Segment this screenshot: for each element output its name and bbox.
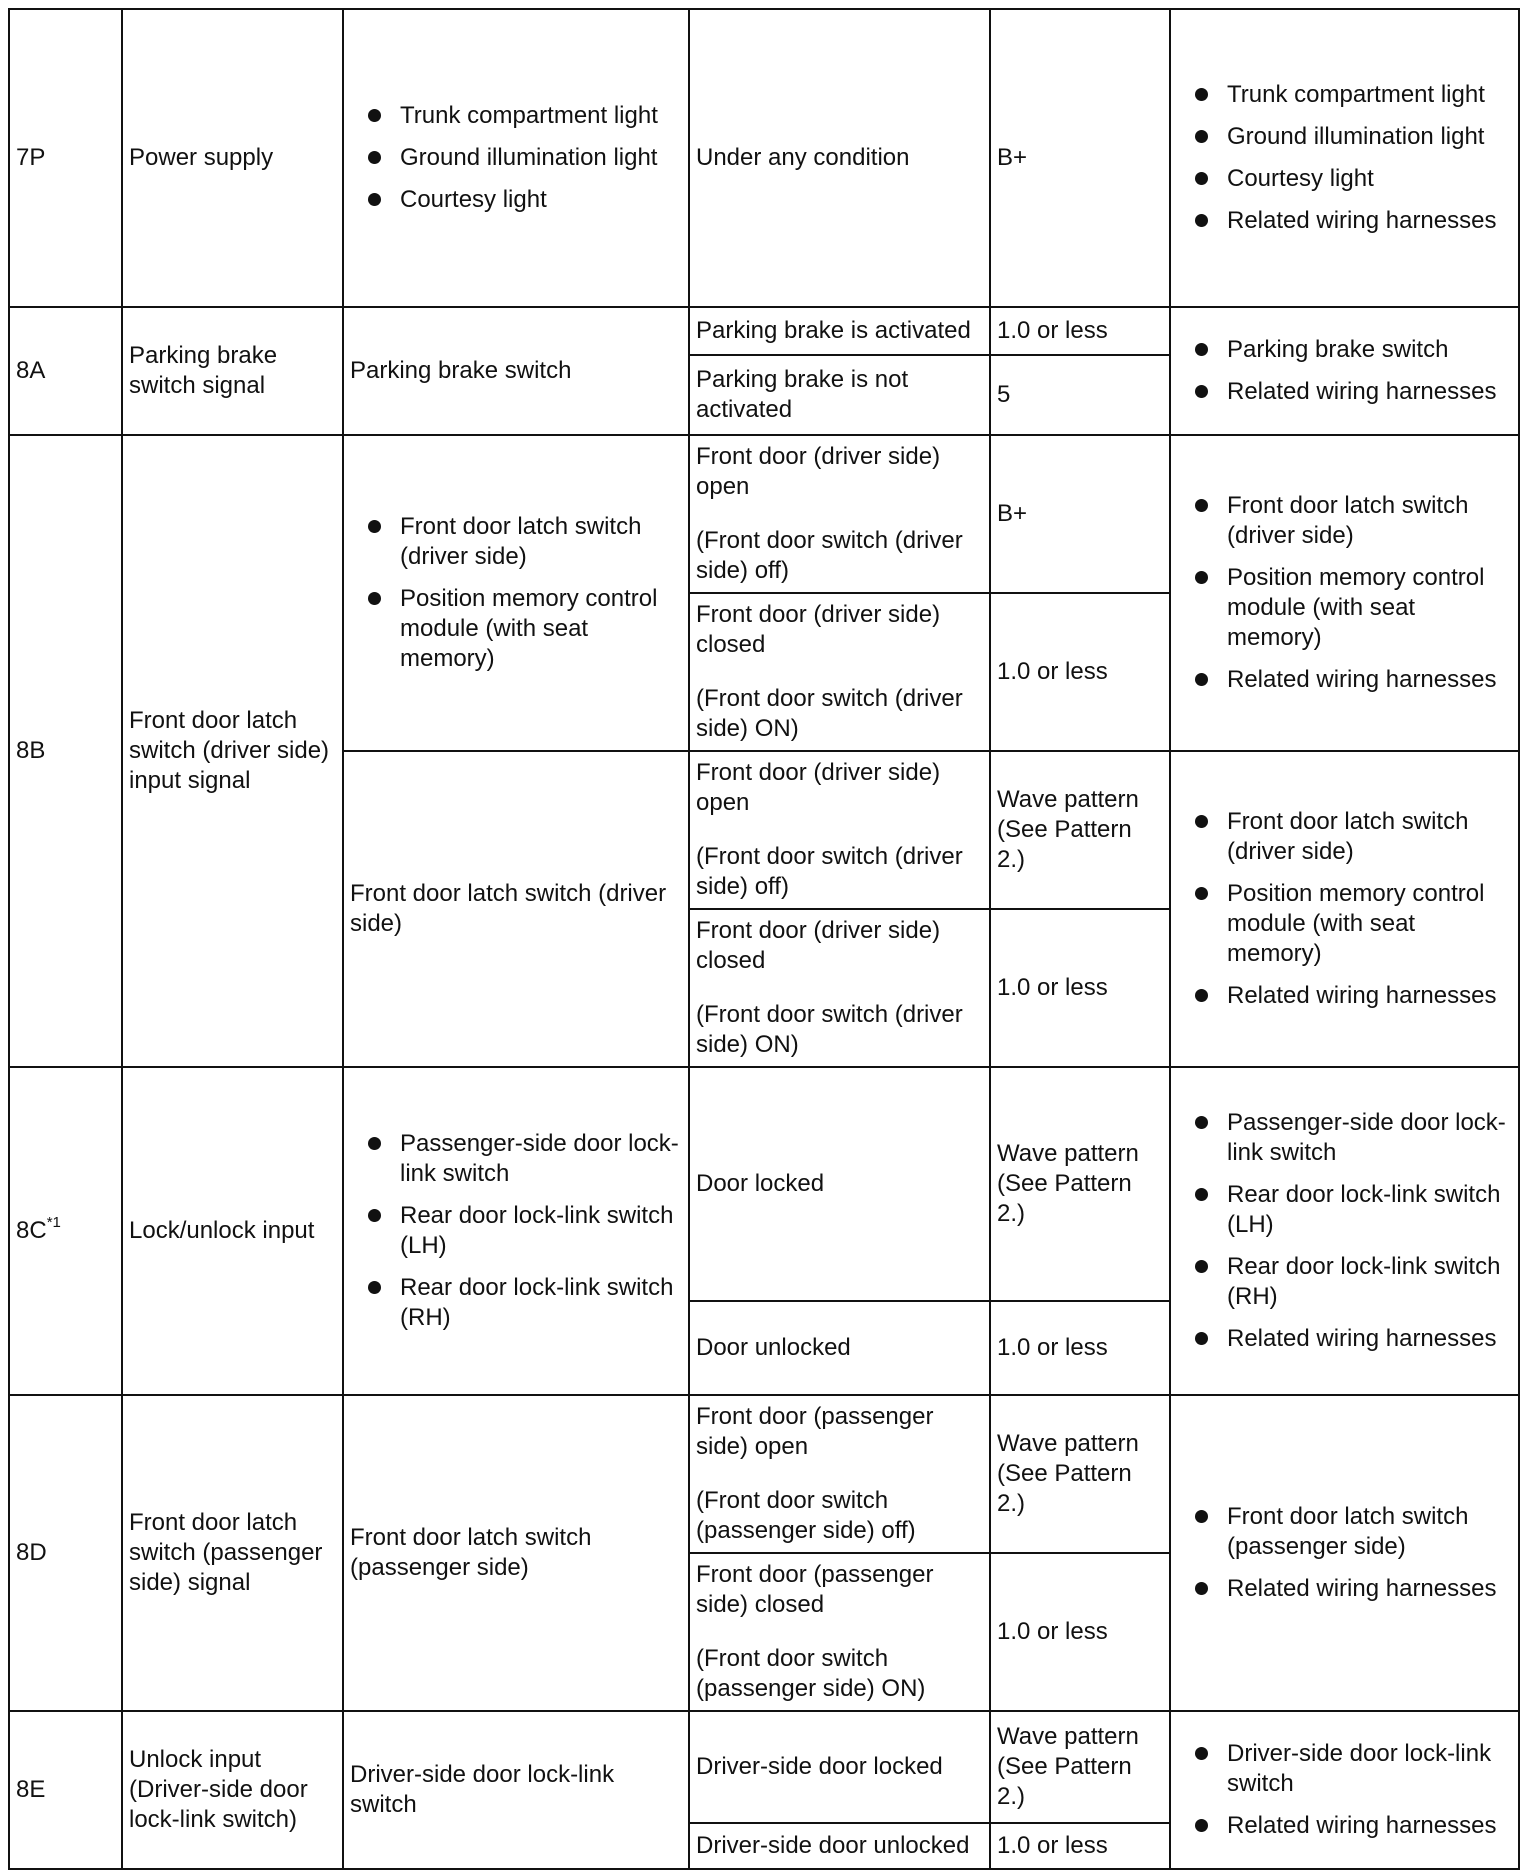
condition-cell: Parking brake is not activated bbox=[689, 355, 990, 435]
condition-cell: Front door (passenger side) open (Front door switch (passenger side) off) bbox=[689, 1395, 990, 1553]
footnote-mark: *1 bbox=[46, 1214, 61, 1231]
list-item: Related wiring harnesses bbox=[1227, 1811, 1512, 1841]
inspection-list bbox=[1177, 807, 1512, 1011]
list-item: Ground illumination light bbox=[400, 143, 682, 173]
condition-cell: Door unlocked bbox=[689, 1301, 990, 1395]
list-item: Related wiring harnesses bbox=[1227, 377, 1512, 407]
table-row bbox=[9, 1395, 1519, 1553]
list-item: Front door latch switch (driver side) bbox=[400, 512, 682, 572]
voltage-cell: Wave pattern (See Pattern 2.) bbox=[990, 751, 1170, 909]
list-item: Driver-side door lock-link switch bbox=[1227, 1739, 1512, 1799]
voltage-cell: 1.0 or less bbox=[990, 1553, 1170, 1711]
condition-cell: Driver-side door locked bbox=[689, 1711, 990, 1823]
inspection-item-cell bbox=[1170, 751, 1519, 1067]
table-row bbox=[9, 1711, 1519, 1823]
terminal-cell: 8D bbox=[9, 1395, 122, 1711]
connected-list bbox=[350, 1129, 682, 1333]
list-item: Position memory control module (with seat memory) bbox=[1227, 879, 1512, 969]
connected-list bbox=[350, 512, 682, 674]
connected-to-cell: Driver-side door lock-link switch bbox=[343, 1711, 689, 1869]
voltage-cell: B+ bbox=[990, 9, 1170, 307]
condition-cell: Front door (driver side) closed (Front door switch (driver side) ON) bbox=[689, 909, 990, 1067]
list-item: Passenger-side door lock-link switch bbox=[1227, 1108, 1512, 1168]
connected-list bbox=[350, 101, 682, 215]
list-item: Front door latch switch (passenger side) bbox=[1227, 1502, 1512, 1562]
terminal-cell: 8E bbox=[9, 1711, 122, 1869]
condition-cell: Parking brake is activated bbox=[689, 307, 990, 355]
list-item: Rear door lock-link switch (RH) bbox=[400, 1273, 682, 1333]
list-item: Courtesy light bbox=[400, 185, 682, 215]
inspection-item-cell bbox=[1170, 435, 1519, 751]
voltage-cell: 1.0 or less bbox=[990, 307, 1170, 355]
list-item: Related wiring harnesses bbox=[1227, 981, 1512, 1011]
inspection-list bbox=[1177, 1108, 1512, 1354]
connected-to-cell: Front door latch switch (passenger side) bbox=[343, 1395, 689, 1711]
signal-cell: Front door latch switch (driver side) input signal bbox=[122, 435, 343, 1067]
terminal-cell: 7P bbox=[9, 9, 122, 307]
signal-cell: Parking brake switch signal bbox=[122, 307, 343, 435]
signal-cell: Unlock input (Driver-side door lock-link switch) bbox=[122, 1711, 343, 1869]
voltage-cell: B+ bbox=[990, 435, 1170, 593]
connected-to-cell: Parking brake switch bbox=[343, 307, 689, 435]
list-item: Rear door lock-link switch (LH) bbox=[1227, 1180, 1512, 1240]
connected-to-cell bbox=[343, 1067, 689, 1395]
list-item: Position memory control module (with seat memory) bbox=[1227, 563, 1512, 653]
condition-cell: Under any condition bbox=[689, 9, 990, 307]
voltage-cell: Wave pattern (See Pattern 2.) bbox=[990, 1395, 1170, 1553]
list-item: Related wiring harnesses bbox=[1227, 665, 1512, 695]
condition-cell: Driver-side door unlocked bbox=[689, 1823, 990, 1869]
terminal-cell: $8C^{*1}$ bbox=[9, 1067, 122, 1395]
condition-cell: Front door (driver side) closed (Front door switch (driver side) ON) bbox=[689, 593, 990, 751]
list-item: Front door latch switch (driver side) bbox=[1227, 807, 1512, 867]
list-item: Courtesy light bbox=[1227, 164, 1512, 194]
inspection-list bbox=[1177, 1502, 1512, 1604]
signal-cell: Lock/unlock input bbox=[122, 1067, 343, 1395]
signal-cell: Front door latch switch (passenger side) signal bbox=[122, 1395, 343, 1711]
list-item: Trunk compartment light bbox=[1227, 80, 1512, 110]
table-row bbox=[9, 1067, 1519, 1301]
inspection-item-cell bbox=[1170, 1711, 1519, 1869]
list-item: Related wiring harnesses bbox=[1227, 1324, 1512, 1354]
list-item: Front door latch switch (driver side) bbox=[1227, 491, 1512, 551]
inspection-list bbox=[1177, 1739, 1512, 1841]
connected-to-cell bbox=[343, 435, 689, 751]
voltage-cell: 1.0 or less bbox=[990, 1301, 1170, 1395]
list-item: Rear door lock-link switch (RH) bbox=[1227, 1252, 1512, 1312]
signal-cell: Power supply bbox=[122, 9, 343, 307]
table-row bbox=[9, 9, 1519, 307]
terminal-cell: 8B bbox=[9, 435, 122, 1067]
voltage-cell: Wave pattern (See Pattern 2.) bbox=[990, 1067, 1170, 1301]
voltage-cell: 1.0 or less bbox=[990, 593, 1170, 751]
condition-cell: Front door (passenger side) closed (Front door switch (passenger side) ON) bbox=[689, 1553, 990, 1711]
connected-to-cell bbox=[343, 9, 689, 307]
list-item: Rear door lock-link switch (LH) bbox=[400, 1201, 682, 1261]
inspection-list bbox=[1177, 80, 1512, 236]
voltage-cell: 5 bbox=[990, 355, 1170, 435]
list-item: Parking brake switch bbox=[1227, 335, 1512, 365]
voltage-cell: 1.0 or less bbox=[990, 909, 1170, 1067]
inspection-list bbox=[1177, 491, 1512, 695]
voltage-cell: Wave pattern (See Pattern 2.) bbox=[990, 1711, 1170, 1823]
list-item: Ground illumination light bbox=[1227, 122, 1512, 152]
condition-cell: Door locked bbox=[689, 1067, 990, 1301]
voltage-cell: 1.0 or less bbox=[990, 1823, 1170, 1869]
terminal-voltage-table bbox=[8, 8, 1520, 1870]
inspection-item-cell bbox=[1170, 1067, 1519, 1395]
list-item: Passenger-side door lock-link switch bbox=[400, 1129, 682, 1189]
condition-cell: Front door (driver side) open (Front door switch (driver side) off) bbox=[689, 435, 990, 593]
terminal-spec-document bbox=[8, 8, 1518, 1858]
table-row bbox=[9, 307, 1519, 355]
connected-to-cell: Front door latch switch (driver side) bbox=[343, 751, 689, 1067]
inspection-item-cell bbox=[1170, 307, 1519, 435]
list-item: Trunk compartment light bbox=[400, 101, 682, 131]
table-row bbox=[9, 435, 1519, 593]
list-item: Related wiring harnesses bbox=[1227, 1574, 1512, 1604]
inspection-item-cell bbox=[1170, 1395, 1519, 1711]
inspection-list bbox=[1177, 335, 1512, 407]
inspection-item-cell bbox=[1170, 9, 1519, 307]
list-item: Position memory control module (with seat memory) bbox=[400, 584, 682, 674]
terminal-cell: 8A bbox=[9, 307, 122, 435]
list-item: Related wiring harnesses bbox=[1227, 206, 1512, 236]
condition-cell: Front door (driver side) open (Front door switch (driver side) off) bbox=[689, 751, 990, 909]
